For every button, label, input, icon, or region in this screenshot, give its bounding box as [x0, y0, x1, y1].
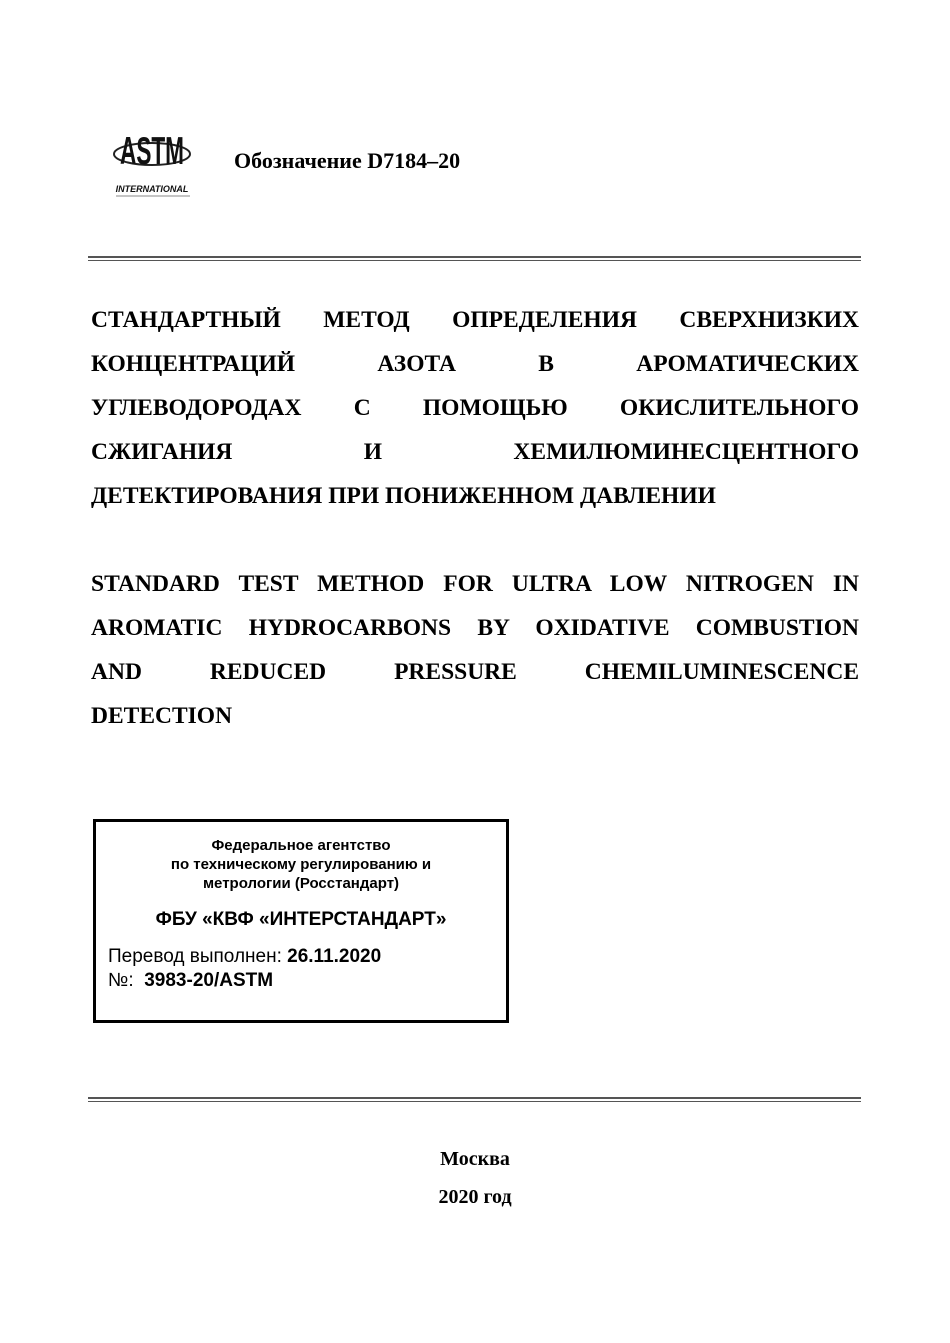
astm-logo [110, 122, 196, 198]
agency-line: Федеральное агентство [211, 837, 391, 854]
title-english [91, 562, 859, 738]
agency-line: по техническому регулированию и [170, 856, 432, 873]
agency-line: метрологии (Росстандарт) [202, 875, 400, 892]
title-ru-line: УГЛЕВОДОРОДАХ С ПОМОЩЬЮ ОКИСЛИТЕЛЬНОГО [91, 395, 859, 421]
svg-text:INTERNATIONAL: INTERNATIONAL [115, 184, 189, 194]
title-russian [91, 298, 859, 518]
title-en-line: DETECTION [91, 703, 233, 729]
translation-number-row [108, 969, 506, 993]
translation-date-row [108, 945, 506, 969]
translation-stamp [93, 819, 509, 1023]
translation-date-label: Перевод выполнен: [108, 946, 288, 967]
title-en-line: AROMATIC HYDROCARBONS BY OXIDATIVE COMBUSTION [91, 615, 859, 641]
title-en-line: AND REDUCED PRESSURE CHEMILUMINESCENCE [91, 659, 859, 685]
title-en-line: STANDARD TEST METHOD FOR ULTRA LOW NITROGEN IN [91, 571, 859, 597]
organization-name: ФБУ «КВФ «ИНТЕРСТАНДАРТ» [155, 909, 447, 930]
translation-number: 3983-20/ASTM [144, 970, 274, 991]
agency-name [96, 836, 506, 893]
svg-text:ASTM: ASTM [120, 129, 184, 174]
city: Москва [440, 1148, 510, 1170]
year: 2020 год [438, 1186, 512, 1208]
translation-number-label: №: [108, 970, 145, 991]
title-ru-line: СЖИГАНИЯ И ХЕМИЛЮМИНЕСЦЕНТНОГО [91, 439, 859, 465]
title-ru-line: СТАНДАРТНЫЙ МЕТОД ОПРЕДЕЛЕНИЯ СВЕРХНИЗКИХ [91, 307, 859, 333]
document-designation: Обозначение D7184–20 [234, 148, 461, 173]
bottom-divider [88, 1097, 861, 1102]
translation-date: 26.11.2020 [287, 946, 382, 967]
title-ru-line: ДЕТЕКТИРОВАНИЯ ПРИ ПОНИЖЕННОМ ДАВЛЕНИИ [91, 483, 716, 509]
top-divider [88, 256, 861, 261]
title-ru-line: КОНЦЕНТРАЦИЙ АЗОТА В АРОМАТИЧЕСКИХ [91, 351, 859, 377]
